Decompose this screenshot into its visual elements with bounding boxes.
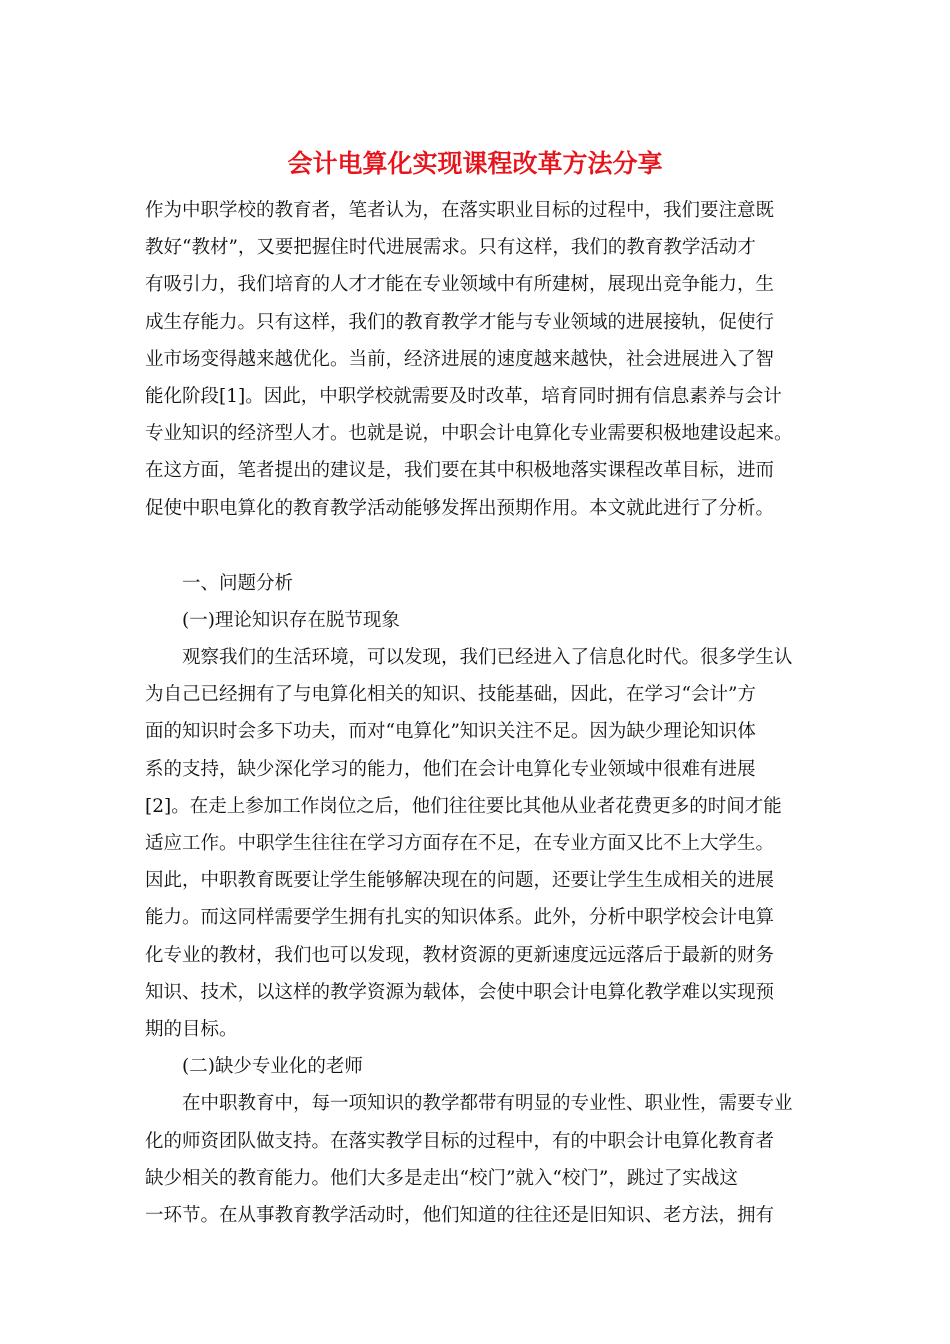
subsection-heading: (一)理论知识存在脱节现象	[145, 609, 400, 631]
text-line: 缺少相关的教育能力。他们大多是走出“校门”就入“校门”，跳过了实战这	[145, 1167, 738, 1189]
text-line: 成生存能力。只有这样，我们的教育教学才能与专业领域的进展接轨，促使行	[145, 311, 775, 333]
text-line: 在这方面，笔者提出的建议是，我们要在其中积极地落实课程改革目标，进而	[145, 460, 775, 482]
text-line: 观察我们的生活环境，可以发现，我们已经进入了信息化时代。很多学生认	[145, 647, 793, 669]
text-line: 知识、技术，以这样的教学资源为载体，会使中职会计电算化教学难以实现预	[145, 981, 775, 1003]
text-line: 面的知识时会多下功夫，而对“电算化”知识关注不足。因为缺少理论知识体	[145, 721, 756, 743]
text-line: 有吸引力，我们培育的人才才能在专业领域中有所建树，展现出竞争能力，生	[145, 274, 775, 296]
text-line: 系的支持，缺少深化学习的能力，他们在会计电算化专业领域中很难有进展	[145, 758, 756, 780]
text-line: 作为中职学校的教育者，笔者认为，在落实职业目标的过程中，我们要注意既	[145, 200, 775, 221]
text-line: [2]。在走上参加工作岗位之后，他们往往要比其他从业者花费更多的时间才能	[145, 795, 782, 817]
text-line: 在中职教育中，每一项知识的教学都带有明显的专业性、职业性，需要专业	[145, 1093, 793, 1115]
subsection-2-paragraph	[145, 1085, 815, 1234]
paragraph-gap	[145, 527, 815, 565]
text-line: 能化阶段[1]。因此，中职学校就需要及时改革，培育同时拥有信息素养与会计	[145, 385, 782, 407]
intro-paragraph	[145, 192, 815, 527]
text-line: 教好“教材”，又要把握住时代进展需求。只有这样，我们的教育教学活动才	[145, 237, 756, 259]
text-line: 因此，中职教育既要让学生能够解决现在的问题，还要让学生生成相关的进展	[145, 870, 775, 892]
text-line: 专业知识的经济型人才。也就是说，中职会计电算化专业需要积极地建设起来。	[145, 423, 793, 445]
document-body	[145, 192, 815, 1234]
text-line: 化专业的教材，我们也可以发现，教材资源的更新速度远远落后于最新的财务	[145, 944, 775, 966]
text-line: 适应工作。中职学生往往在学习方面存在不足，在专业方面又比不上大学生。	[145, 833, 775, 854]
section-heading: 一、问题分析	[145, 572, 294, 594]
subsection-1-paragraph	[145, 639, 815, 1048]
text-line: 为自己已经拥有了与电算化相关的知识、技能基础，因此，在学习“会计”方	[145, 684, 756, 706]
text-line: 期的目标。	[145, 1018, 238, 1040]
text-line: 化的师资团队做支持。在落实教学目标的过程中，有的中职会计电算化教育者	[145, 1130, 775, 1152]
document-title: 会计电算化实现课程改革方法分享	[287, 149, 663, 178]
subsection-heading: (二)缺少专业化的老师	[145, 1056, 363, 1078]
text-line: 促使中职电算化的教育教学活动能够发挥出预期作用。本文就此进行了分析。	[145, 497, 775, 519]
text-line: 能力。而这同样需要学生拥有扎实的知识体系。此外，分析中职学校会计电算	[145, 907, 775, 929]
text-line: 一环节。在从事教育教学活动时，他们知道的往往还是旧知识、老方法，拥有	[145, 1204, 775, 1226]
text-line: 业市场变得越来越优化。当前，经济进展的速度越来越快，社会进展进入了智	[145, 348, 775, 370]
